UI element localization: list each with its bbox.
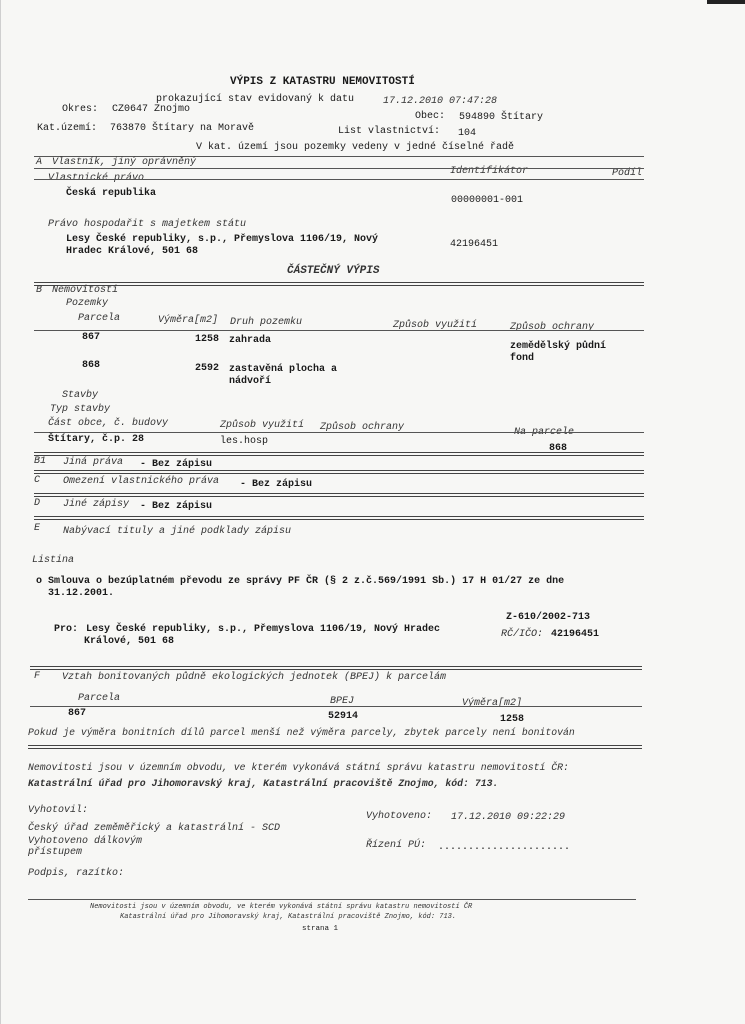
subtitle-date: 17.12.2010 07:47:28: [383, 96, 498, 107]
section-a-letter: A: [36, 157, 43, 168]
f-row-parcela: 867: [68, 708, 87, 719]
page-footer-line-1: Nemovitosti jsou v územním obvodu, ve kterém vykonává státní správu katastru nemovitostí ČR: [90, 903, 473, 911]
col-identifikator: Identifikátor: [450, 166, 529, 177]
owner-1-id: 00000001-001: [451, 195, 524, 206]
col-parcela: Parcela: [78, 313, 121, 324]
typ-stavby-label: Typ stavby: [50, 404, 111, 415]
page-footer-line-2: Katastrální úřad pro Jihomoravský kraj, Katastrální pracoviště Znojmo, kód: 713.: [120, 913, 457, 921]
vyhotoveno-value: 17.12.2010 09:22:29: [451, 812, 566, 823]
partial-extract-title: ČÁSTEČNÝ VÝPIS: [287, 265, 380, 277]
row-2-druh-line-2: nádvoří: [229, 376, 272, 387]
stavby-label: Stavby: [62, 390, 99, 401]
section-b1-letter: B1: [34, 456, 47, 467]
owner-2-line-2: Hradec Králové, 501 68: [66, 246, 199, 257]
section-f-letter: F: [34, 671, 41, 682]
row-1-druh: zahrada: [229, 335, 272, 346]
divider: [34, 168, 644, 169]
section-b1-value: - Bez zápisu: [140, 459, 213, 470]
col-vymera: Výměra[m2]: [158, 315, 219, 326]
row-1-parcela: 867: [82, 332, 101, 343]
list-value: 104: [458, 128, 477, 139]
listina-item-line-2: 31.12.2001.: [48, 588, 115, 599]
section-b-letter: B: [36, 285, 43, 296]
rizeni-label: Řízení PÚ:: [366, 840, 427, 851]
hospodarit-label: Právo hospodařit s majetkem státu: [48, 219, 247, 230]
dalkovy-line-1: Vyhotoveno dálkovým: [28, 836, 143, 847]
section-e-title: Nabývací tituly a jiné podklady zápisu: [63, 526, 292, 537]
stavba-na-parcele: 868: [549, 443, 568, 454]
col-cast-obce: Část obce, č. budovy: [48, 418, 169, 429]
katuzemi-label: Kat.území:: [37, 123, 98, 134]
vyhotovil-label: Vyhotovil:: [28, 805, 89, 816]
pro-label: Pro:: [54, 624, 79, 635]
listina-ref: Z-610/2002-713: [506, 612, 591, 623]
col-ochrana: Způsob ochrany: [510, 322, 595, 333]
col-f-parcela: Parcela: [78, 693, 121, 704]
rizeni-value: ......................: [438, 842, 571, 853]
obec-value: 594890 Štítary: [459, 112, 544, 123]
pozemky-label: Pozemky: [66, 298, 109, 309]
section-d-title: Jiné zápisy: [63, 499, 130, 510]
row-1-ochrana-line-1: zemědělský půdní: [510, 341, 607, 352]
divider: [30, 706, 642, 707]
okres-value: CZ0647 Znojmo: [112, 104, 191, 115]
listina-label: Listina: [32, 555, 75, 566]
vlastnicke-pravo-label: Vlastnické právo: [48, 173, 145, 184]
obec-label: Obec:: [415, 111, 446, 122]
section-d-value: - Bez zápisu: [140, 501, 213, 512]
section-b1-title: Jiná práva: [63, 457, 124, 468]
section-d-letter: D: [34, 498, 41, 509]
section-e-letter: E: [34, 523, 41, 534]
stavba-cast-obce: Štítary, č.p. 28: [48, 434, 145, 445]
listina-item-line-1: o Smlouva o bezúplatném převodu ze správy PF ČR (§ 2 z.č.569/1991 Sb.) 17 H 01/27 ze dne: [36, 576, 565, 587]
podpis-label: Podpis, razítko:: [28, 868, 125, 879]
col-stavby-vyuziti: Způsob využití: [220, 420, 305, 431]
col-na-parcele: Na parcele: [514, 427, 575, 438]
row-2-vymera: 2592: [195, 363, 220, 374]
footer-line-1: Nemovitosti jsou v územním obvodu, ve kterém vykonává státní správu katastru nemovitostí ČR:: [28, 762, 569, 773]
row-2-parcela: 868: [82, 360, 101, 371]
bonitace-note: Pokud je výměra bonitních dílů parcel menší než výměra parcely, zbytek parcely není bonitován: [28, 727, 575, 738]
vyhotoveno-label: Vyhotoveno:: [366, 811, 433, 822]
divider: [34, 432, 644, 433]
section-c-letter: C: [34, 475, 41, 486]
pro-line-1: Lesy České republiky, s.p., Přemyslova 1106/19, Nový Hradec: [86, 624, 441, 635]
divider: [28, 745, 642, 749]
row-1-ochrana-line-2: fond: [510, 353, 535, 364]
divider: [34, 282, 644, 286]
section-f-title: Vztah bonitovaných půdně ekologických jednotek (BPEJ) k parcelám: [62, 672, 447, 683]
stavba-vyuziti: les.hosp: [220, 436, 269, 447]
owner-1: Česká republika: [66, 188, 157, 199]
page-number: strana 1: [302, 925, 339, 933]
row-1-vymera: 1258: [195, 334, 220, 345]
scan-corner-mark: [707, 0, 745, 4]
f-row-bpej: 52914: [328, 711, 359, 722]
okres-label: Okres:: [62, 104, 99, 115]
col-podil: Podíl: [612, 168, 643, 179]
header-note: V kat. území jsou pozemky vedeny v jedné číselné řadě: [196, 142, 515, 153]
scan-edge: [0, 0, 1, 1024]
section-b-title: Nemovitosti: [52, 285, 119, 296]
section-a-title: Vlastník, jiný oprávněný: [52, 157, 197, 168]
divider: [28, 899, 636, 900]
vyhotovil-value: Český úřad zeměměřický a katastrální - SCD: [28, 823, 281, 834]
row-2-druh-line-1: zastavěná plocha a: [229, 364, 338, 375]
col-druh: Druh pozemku: [230, 317, 303, 328]
section-c-value: - Bez zápisu: [240, 479, 313, 490]
owner-2-line-1: Lesy České republiky, s.p., Přemyslova 1106/19, Nový: [66, 234, 379, 245]
rcico-value: 42196451: [551, 629, 600, 640]
divider: [34, 452, 644, 456]
divider: [34, 330, 644, 331]
footer-line-2: Katastrální úřad pro Jihomoravský kraj, Katastrální pracoviště Znojmo, kód: 713.: [28, 778, 499, 789]
divider: [34, 470, 644, 474]
col-vyuziti: Způsob využití: [393, 320, 478, 331]
list-label: List vlastnictví:: [338, 126, 441, 137]
divider: [30, 666, 642, 670]
dalkovy-line-2: přístupem: [28, 847, 83, 858]
divider: [34, 516, 644, 520]
section-c-title: Omezení vlastnického práva: [63, 476, 220, 487]
f-row-vymera: 1258: [500, 714, 525, 725]
katuzemi-value: 763870 Štítary na Moravě: [110, 123, 255, 134]
pro-line-2: Králové, 501 68: [84, 636, 175, 647]
col-f-vymera: Výměra[m2]: [462, 698, 523, 709]
col-f-bpej: BPEJ: [330, 696, 355, 707]
col-stavby-ochrana: Způsob ochrany: [320, 422, 405, 433]
document-title: VÝPIS Z KATASTRU NEMOVITOSTÍ: [230, 76, 415, 88]
rcico-label: RČ/IČO:: [501, 629, 544, 640]
divider: [34, 179, 644, 180]
owner-2-id: 42196451: [450, 239, 499, 250]
subtitle-prefix: prokazující stav evidovaný k datu: [156, 94, 355, 105]
divider: [34, 493, 644, 497]
